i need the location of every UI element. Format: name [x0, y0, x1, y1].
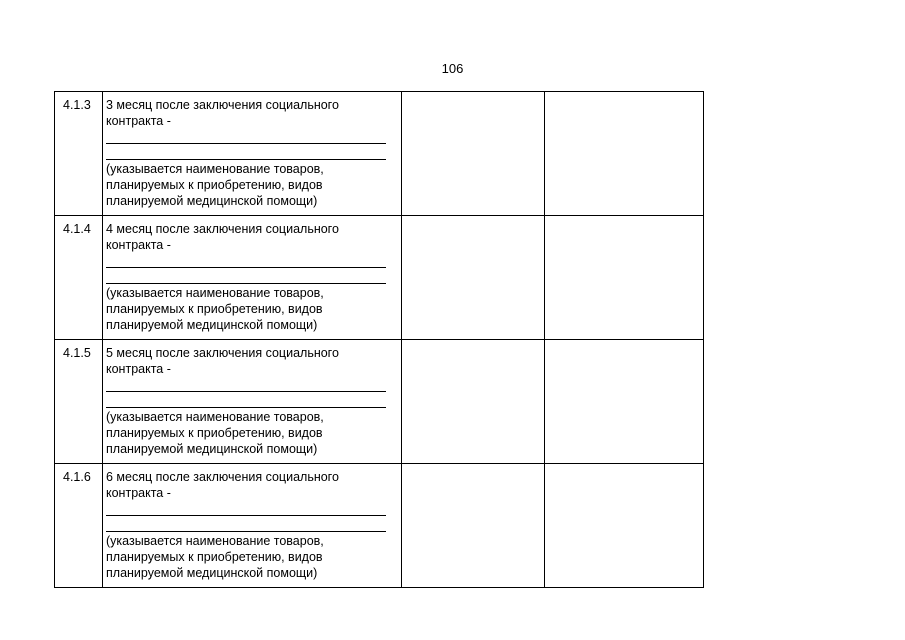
empty-cell	[545, 216, 704, 340]
empty-cell	[402, 464, 545, 588]
row-description	[103, 92, 402, 216]
empty-cell	[402, 340, 545, 464]
empty-cell	[402, 92, 545, 216]
row-title: 6 месяц после заключения социального контракта -	[106, 470, 339, 500]
row-note: (указывается наименование товаров, планируемых к приобретению, видов планируемой медицинской помощи)	[106, 286, 324, 332]
row-note: (указывается наименование товаров, планируемых к приобретению, видов планируемой медицинской помощи)	[106, 162, 324, 208]
fill-in-line	[106, 516, 386, 532]
row-number: 4.1.6	[55, 464, 103, 588]
fill-in-line	[106, 377, 386, 392]
empty-cell	[402, 216, 545, 340]
fill-in-line	[106, 268, 386, 284]
row-note: (указывается наименование товаров, планируемых к приобретению, видов планируемой медицинской помощи)	[106, 410, 324, 456]
row-number: 4.1.3	[55, 92, 103, 216]
fill-in-line	[106, 392, 386, 408]
table-row	[55, 464, 704, 588]
fill-in-line	[106, 129, 386, 144]
table-row	[55, 92, 704, 216]
row-description	[103, 464, 402, 588]
row-number: 4.1.4	[55, 216, 103, 340]
row-description	[103, 216, 402, 340]
row-description	[103, 340, 402, 464]
plan-table	[54, 91, 704, 588]
page-number: 106	[441, 61, 464, 76]
row-title: 4 месяц после заключения социального контракта -	[106, 222, 339, 252]
fill-in-line	[106, 144, 386, 160]
fill-in-line	[106, 501, 386, 516]
row-title: 5 месяц после заключения социального контракта -	[106, 346, 339, 376]
empty-cell	[545, 340, 704, 464]
empty-cell	[545, 92, 704, 216]
empty-cell	[545, 464, 704, 588]
row-note: (указывается наименование товаров, планируемых к приобретению, видов планируемой медицинской помощи)	[106, 534, 324, 580]
row-number: 4.1.5	[55, 340, 103, 464]
table-row	[55, 216, 704, 340]
fill-in-line	[106, 253, 386, 268]
row-title: 3 месяц после заключения социального контракта -	[106, 98, 339, 128]
table-row	[55, 340, 704, 464]
